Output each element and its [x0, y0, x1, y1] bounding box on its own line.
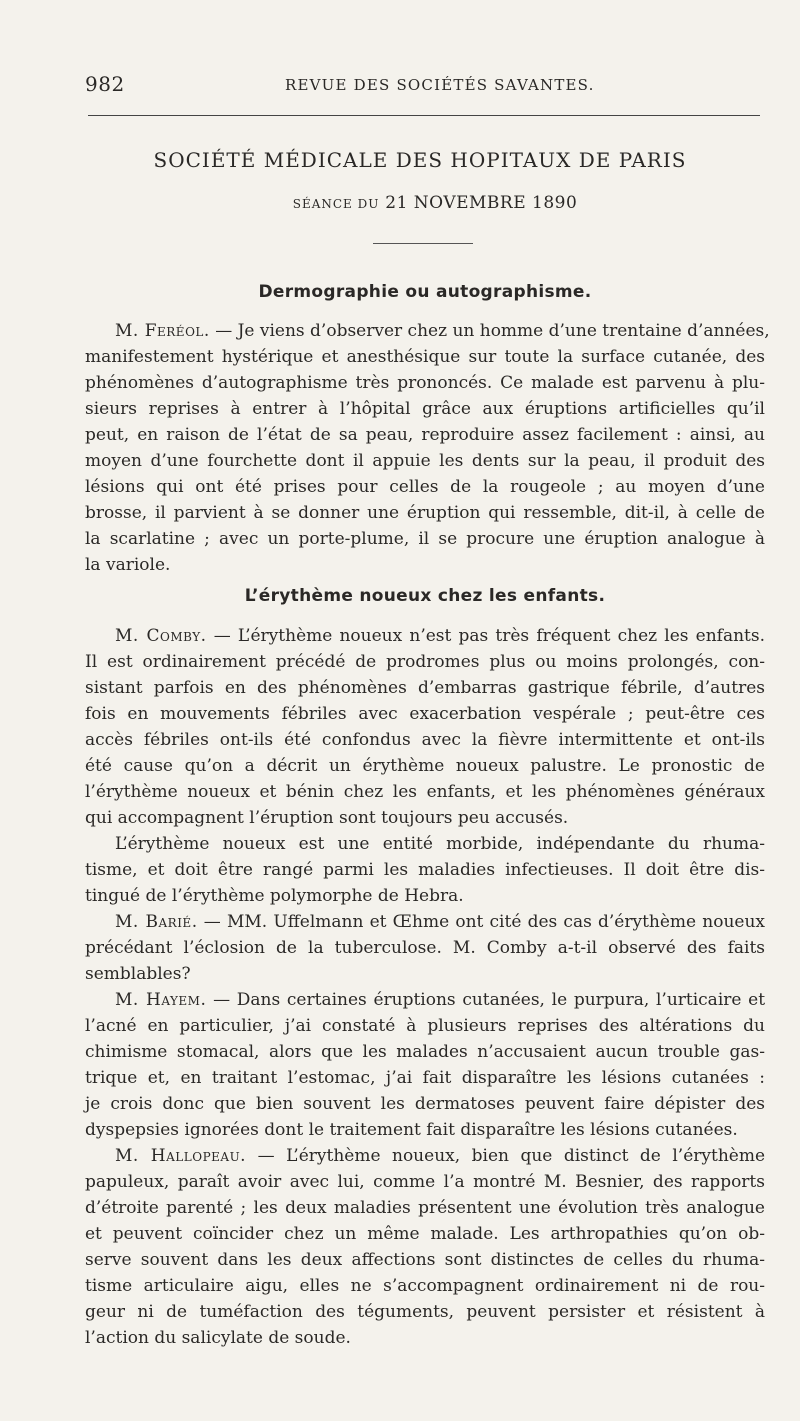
text-line: chimisme stomacal, alors que les malades n’accusaient aucun trouble gas- [85, 1042, 765, 1062]
text-line: phénomènes d’autographisme très prononcés. Ce malade est parvenu à plu- [85, 373, 765, 393]
text-line: manifestement hystérique et anesthésique sur toute la surface cutanée, des [85, 347, 765, 367]
text-line: qui accompagnent l’éruption sont toujours peu accusés. [85, 808, 569, 828]
text-line: papuleux, paraît avoir avec lui, comme l’a montré M. Besnier, des rapports [85, 1172, 765, 1192]
text-line: Il est ordinairement précédé de prodromes plus ou moins prolongés, con- [85, 652, 765, 672]
text-line: tisme, et doit être rangé parmi les maladies infectieuses. Il doit être dis- [85, 860, 765, 880]
text-line: brosse, il parvient à se donner une éruption qui ressemble, dit-il, à celle de [85, 503, 765, 523]
text-line: été cause qu’on a décrit un érythème noueux palustre. Le pronostic de [85, 756, 765, 776]
text-line: M. Hayem. — Dans certaines éruptions cutanées, le purpura, l’urticaire et [115, 990, 766, 1010]
header-rule [88, 115, 760, 116]
text-line: peut, en raison de l’état de sa peau, reproduire assez facilement : ainsi, au [85, 425, 765, 445]
section-heading-erytheme: L’érythème noueux chez les enfants. [244, 586, 606, 606]
text-line: accès fébriles ont-ils été confondus avec la fièvre intermittente et ont-ils [85, 730, 765, 750]
text-line: sistant parfois en des phénomènes d’embarras gastrique fébrile, d’autres [85, 678, 765, 698]
society-title: SOCIÉTÉ MÉDICALE DES HOPITAUX DE PARIS [153, 148, 687, 172]
text-line: geur ni de tuméfaction des téguments, peuvent persister et résistent à [85, 1302, 765, 1322]
text-line: je crois donc que bien souvent les dermatoses peuvent faire dépister des [85, 1094, 765, 1114]
text-line: l’action du salicylate de soude. [85, 1328, 351, 1348]
text-line: précédant l’éclosion de la tuberculose. M. Comby a-t-il observé des faits [85, 938, 765, 958]
speaker-name: M. Feréol. [115, 321, 210, 341]
page-number: 982 [85, 72, 125, 96]
text-line: l’acné en particulier, j’ai constaté à plusieurs reprises des altérations du [85, 1016, 765, 1036]
session-label: SÉANCE DU [292, 197, 380, 211]
text-line: dyspepsies ignorées dont le traitement fait disparaître les lésions cutanées. [85, 1120, 738, 1140]
text-line: lésions qui ont été prises pour celles de la rougeole ; au moyen d’une [85, 477, 765, 497]
running-head [0, 72, 800, 102]
text-line: trique et, en traitant l’estomac, j’ai fait disparaître les lésions cutanées : [85, 1068, 765, 1088]
text-line: L’érythème noueux est une entité morbide, indépendante du rhuma- [115, 834, 765, 854]
text-line: M. Barié. — MM. Uffelmann et Œhme ont cité des cas d’érythème noueux [115, 912, 765, 932]
text-line: l’érythème noueux et bénin chez les enfants, et les phénomènes généraux [85, 782, 765, 802]
speaker-name: M. Barié. [115, 912, 198, 932]
speaker-name: M. Hayem. [115, 990, 207, 1010]
journal-title: REVUE DES SOCIÉTÉS SAVANTES. [285, 76, 595, 94]
text-line: tisme articulaire aigu, elles ne s’accompagnent ordinairement ni de rou- [85, 1276, 765, 1296]
section-divider [373, 243, 473, 244]
text-line: M. Hallopeau. — L’érythème noueux, bien que distinct de l’érythème [115, 1146, 766, 1166]
text-line: tingué de l’érythème polymorphe de Hebra. [85, 886, 464, 906]
text-line: M. Comby. — L’érythème noueux n’est pas très fréquent chez les enfants. [115, 626, 766, 646]
text-line: et peuvent coïncider chez un même malade. Les arthropathies qu’on ob- [85, 1224, 765, 1244]
session-date-value: 21 NOVEMBRE 1890 [385, 193, 578, 213]
text-line: sieurs reprises à entrer à l’hôpital grâce aux éruptions artificielles qu’il [85, 399, 765, 419]
text-line: fois en mouvements fébriles avec exacerbation vespérale ; peut-être ces [85, 704, 765, 724]
section-heading-dermographie: Dermographie ou autographisme. [258, 282, 592, 302]
text-line: M. Feréol. — Je viens d’observer chez un homme d’une trentaine d’années, [115, 321, 770, 341]
session-date [0, 193, 800, 213]
text-line: moyen d’une fourchette dont il appuie les dents sur la peau, il produit des [85, 451, 765, 471]
text-line: la scarlatine ; avec un porte-plume, il se procure une éruption analogue à [85, 529, 765, 549]
text-line: d’étroite parenté ; les deux maladies présentent une évolution très analogue [85, 1198, 765, 1218]
text-line: la variole. [85, 555, 171, 575]
text-line: semblables? [85, 964, 191, 984]
text-line: serve souvent dans les deux affections sont distinctes de celles du rhuma- [85, 1250, 765, 1270]
speaker-name: M. Hallopeau. [115, 1146, 247, 1166]
speaker-name: M. Comby. [115, 626, 207, 646]
